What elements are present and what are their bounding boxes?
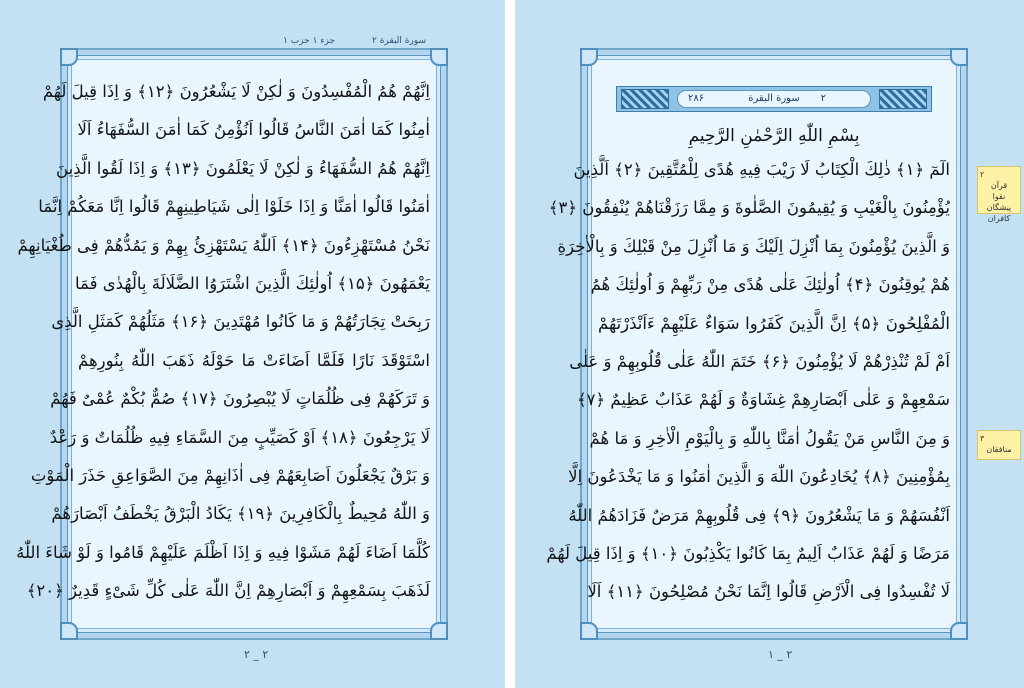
left-page <box>0 0 505 688</box>
book-spine <box>505 0 515 688</box>
verse-line: وَ بَرْقٌ يَجْعَلُونَ اَصَابِعَهُمْ فِى اٰذَانِهِمْ مِنَ الصَّوَاعِقِ حَذَرَ الْمَوْتِ <box>30 466 430 485</box>
verse-line: لَا تُفْسِدُوا فِى الْاَرْضِ قَالُوا اِنَّمَا نَحْنُ مُصْلِحُونَ ﴿۱۱﴾ اَلَا <box>587 582 950 602</box>
verse-line: وَ تَرَكَهُمْ فِى ظُلُمَاتٍ لَا يُبْصِرُونَ ﴿۱۷﴾ صُمٌّ بُكْمٌ عُمْىٌ فَهُمْ <box>50 389 430 409</box>
banner-ornament-icon <box>879 89 927 109</box>
verse-line: وَ الَّذِينَ يُؤْمِنُونَ بِمَا اُنْزِلَ اِلَيْكَ وَ مَا اُنْزِلَ مِنْ قَبْلِكَ وَ بِالْاٰخِرَةِ <box>557 236 950 256</box>
surah-name: سورة البقرة <box>748 93 800 104</box>
verse-line: لَذَهَبَ بِسَمْعِهِمْ وَ اَبْصَارِهِمْ اِنَّ اللّٰهَ عَلٰى كُلِّ شَىْءٍ قَدِيرٌ ﴿۲۰﴾ <box>26 581 430 601</box>
left-page-frame <box>16 48 448 640</box>
right-page <box>515 0 1024 688</box>
frame-corner-ornament <box>580 48 598 66</box>
bismillah-block <box>598 120 950 154</box>
right-page-frame <box>546 48 968 640</box>
margin-note-number: ۲ <box>980 170 985 179</box>
verse-line: سَمْعِهِمْ وَ عَلٰى اَبْصَارِهِمْ غِشَاوَةٌ وَ لَهُمْ عَذَابٌ عَظِيمٌ ﴿۷﴾ <box>576 390 950 410</box>
verse-line: وَ اللّٰهُ مُحِيطٌ بِالْكَافِرِينَ ﴿۱۹﴾ يَكَادُ الْبَرْقُ يَخْطَفُ اَبْصَارَهُمْ <box>51 504 430 524</box>
verse-line: رَبِحَتْ تِجَارَتُهُمْ وَ مَا كَانُوا مُهْتَدِينَ ﴿۱۶﴾ مَثَلُهُمْ كَمَثَلِ الَّذِى <box>51 312 430 332</box>
frame-corner-ornament <box>60 48 78 66</box>
verse-line: وَ مِنَ النَّاسِ مَنْ يَقُولُ اٰمَنَّا بِاللّٰهِ وَ بِالْيَوْمِ الْاٰخِرِ وَ مَا هُمْ <box>589 428 950 448</box>
frame-corner-ornament <box>580 622 598 640</box>
verse-line: هُمْ يُوقِنُونَ ﴿۴﴾ اُولٰئِكَ عَلٰى هُدًى مِنْ رَبِّهِمْ وَ اُولٰئِكَ هُمُ <box>590 275 950 295</box>
left-page-header-juz: جزء ۱ حزب ۱ <box>283 36 336 46</box>
right-page-verses <box>546 154 950 614</box>
left-page-verses <box>16 76 430 616</box>
right-page-number: ۱ _ ۲ <box>768 648 793 661</box>
margin-note-text: کافران <box>987 214 1011 223</box>
verse-line: نَحْنُ مُسْتَهْزِءُونَ ﴿۱۴﴾ اَللّٰهُ يَسْتَهْزِئُ بِهِمْ وَ يَمُدُّهُمْ فِى طُغْيَانِهِمْ <box>17 235 430 255</box>
verse-line: اٰمِنُوا كَمَا اٰمَنَ النَّاسُ قَالُوا اَنُؤْمِنُ كَمَا اٰمَنَ السُّفَهَاءُ اَلَا <box>77 120 430 140</box>
verse-line: مَرَضًا وَ لَهُمْ عَذَابٌ اَلِيمٌ بِمَا كَانُوا يَكْذِبُونَ ﴿۱۰﴾ وَ اِذَا قِيلَ لَهُمْ <box>546 544 950 563</box>
verse-line: الٓمٓ ﴿۱﴾ ذٰلِكَ الْكِتَابُ لَا رَيْبَ فِيهِ هُدًى لِلْمُتَّقِينَ ﴿۲﴾ اَلَّذِينَ <box>573 160 950 179</box>
verse-line: اِنَّهُمْ هُمُ السُّفَهَاءُ وَ لٰكِنْ لَا يَعْلَمُونَ ﴿۱۳﴾ وَ اِذَا لَقُوا الَّذِينَ <box>56 158 430 178</box>
surah-title-banner <box>616 86 932 112</box>
verse-line: يُؤْمِنُونَ بِالْغَيْبِ وَ يُقِيمُونَ الصَّلٰوةَ وَ مِمَّا رَزَقْنَاهُمْ يُنْفِقُونَ ﴿۳﴾ <box>548 198 950 218</box>
surah-verse-count: ۲۸۶ <box>688 93 705 104</box>
margin-note-text: قرآن <box>990 181 1008 190</box>
margin-note-number: ۳ <box>980 434 985 443</box>
margin-note <box>977 430 1021 460</box>
margin-note-text: منافقان <box>986 445 1012 454</box>
banner-ornament-icon <box>621 89 669 109</box>
frame-corner-ornament <box>60 622 78 640</box>
verse-line: اِنَّهُمْ هُمُ الْمُفْسِدُونَ وَ لٰكِنْ لَا يَشْعُرُونَ ﴿۱۲﴾ وَ اِذَا قِيلَ لَهُمْ <box>42 82 430 101</box>
bismillah: بِسْمِ اللّٰهِ الرَّحْمٰنِ الرَّحِيمِ <box>688 126 860 146</box>
verse-line: اَنْفُسَهُمْ وَ مَا يَشْعُرُونَ ﴿۹﴾ فِى قُلُوبِهِمْ مَرَضٌ فَزَادَهُمُ اللّٰهُ <box>568 505 950 525</box>
verse-line: اَمْ لَمْ تُنْذِرْهُمْ لَا يُؤْمِنُونَ ﴿۶﴾ خَتَمَ اللّٰهُ عَلٰى قُلُوبِهِمْ وَ عَلٰى <box>569 352 950 371</box>
frame-corner-ornament <box>950 622 968 640</box>
left-page-header-surah: سورة البقرة ۲ <box>372 36 427 46</box>
verse-line: بِمُؤْمِنِينَ ﴿۸﴾ يُخَادِعُونَ اللّٰهَ وَ الَّذِينَ اٰمَنُوا وَ مَا يَخْدَعُونَ اِلَّا <box>568 467 950 487</box>
verse-line: اٰمَنُوا قَالُوا اٰمَنَّا وَ اِذَا خَلَوْا اِلٰى شَيَاطِينِهِمْ قَالُوا اِنَّا مَعَكُمْ اِنَّمَا <box>38 197 430 217</box>
verse-line: الْمُفْلِحُونَ ﴿۵﴾ اِنَّ الَّذِينَ كَفَرُوا سَوَاءٌ عَلَيْهِمْ ءَاَنْذَرْتَهُمْ <box>598 313 950 333</box>
left-page-number: ۲ _ ۲ <box>244 648 269 661</box>
surah-number: ۲ <box>820 93 826 104</box>
verse-line: اسْتَوْقَدَ نَارًا فَلَمَّا اَضَاءَتْ مَا حَوْلَهُ ذَهَبَ اللّٰهُ بِنُورِهِمْ <box>78 350 430 370</box>
verse-line: لَا يَرْجِعُونَ ﴿۱۸﴾ اَوْ كَصَيِّبٍ مِنَ السَّمَاءِ فِيهِ ظُلُمَاتٌ وَ رَعْدٌ <box>49 427 430 447</box>
frame-corner-ornament <box>950 48 968 66</box>
frame-corner-ornament <box>430 622 448 640</box>
margin-note-text: نقوا پیشگان <box>986 192 1012 212</box>
verse-line: يَعْمَهُونَ ﴿۱۵﴾ اُولٰئِكَ الَّذِينَ اشْتَرَوُا الضَّلَالَةَ بِالْهُدٰى فَمَا <box>75 274 430 293</box>
verse-line: كُلَّمَا اَضَاءَ لَهُمْ مَشَوْا فِيهِ وَ اِذَا اَظْلَمَ عَلَيْهِمْ قَامُوا وَ لَوْ شَاءَ اللّٰهُ <box>16 542 430 562</box>
frame-corner-ornament <box>430 48 448 66</box>
margin-note <box>977 166 1021 223</box>
